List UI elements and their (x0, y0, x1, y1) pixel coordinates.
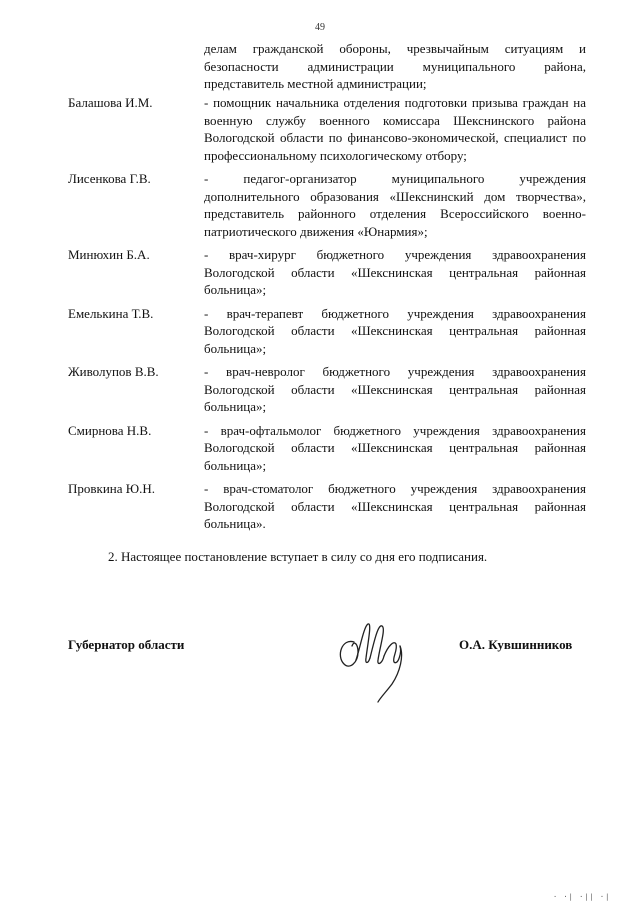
member-entry (68, 170, 586, 240)
member-role: - врач-хирург бюджетного учреждения здравоохранения Вологодской области «Шекснинская центральная районная больница»; (204, 247, 586, 297)
member-role: - врач-офтальмолог бюджетного учреждения здравоохранения Вологодской области «Шекснинская центральная районная больница»; (204, 422, 586, 473)
signatory-name: О.А. Кувшинников (459, 637, 573, 652)
handwritten-signature (334, 612, 414, 704)
member-role: - врач-стоматолог бюджетного учреждения здравоохранения Вологодской области «Шекснинская центральная районная больница». (204, 481, 586, 531)
member-entry (68, 94, 586, 164)
member-role: - помощник начальника отделения подготовки призыва граждан на военную службу военного комиссара Шекснинского района Вологодской области по финансово-экономической, специалист по профессиональному психологическому отбору; (204, 95, 586, 163)
member-role: - педагог-организатор муниципального учреждения дополнительного образования «Шекснинский дом творчества», представитель районного отделения Всероссийского военно-патриотического движения «Юнармия»; (204, 171, 586, 239)
member-name: Смирнова Н.В. (68, 422, 152, 438)
member-name: Живолупов В.В. (68, 364, 159, 379)
member-entry (68, 422, 586, 475)
closing-clause: 2. Настоящее постановление вступает в силу со дня его подписания. (108, 549, 488, 564)
member-name: Емелькина Т.В. (68, 305, 154, 321)
member-name: Минюхин Б.А. (68, 247, 150, 262)
member-name: Лисенкова Г.В. (68, 171, 151, 186)
intro-paragraph: делам гражданской обороны, чрезвычайным ситуациям и безопасности администрации муниципального района, представитель местной администрации; (204, 41, 586, 91)
member-list (68, 94, 586, 539)
signatory-title: Губернатор области (68, 637, 185, 652)
member-entry (68, 246, 586, 299)
member-entry (68, 363, 586, 416)
member-role: - врач-невролог бюджетного учреждения здравоохранения Вологодской области «Шекснинская центральная районная больница»; (204, 364, 586, 414)
member-name: Провкина Ю.Н. (68, 481, 156, 496)
member-name: Балашова И.М. (68, 95, 153, 110)
member-entry (68, 305, 586, 358)
member-role: - врач-терапевт бюджетного учреждения здравоохранения Вологодской области «Шекснинская центральная районная больница»; (204, 305, 586, 356)
corner-mark: · ·| ·|| ·| (553, 893, 611, 901)
member-entry (68, 480, 586, 533)
page-number: 49 (315, 22, 325, 33)
